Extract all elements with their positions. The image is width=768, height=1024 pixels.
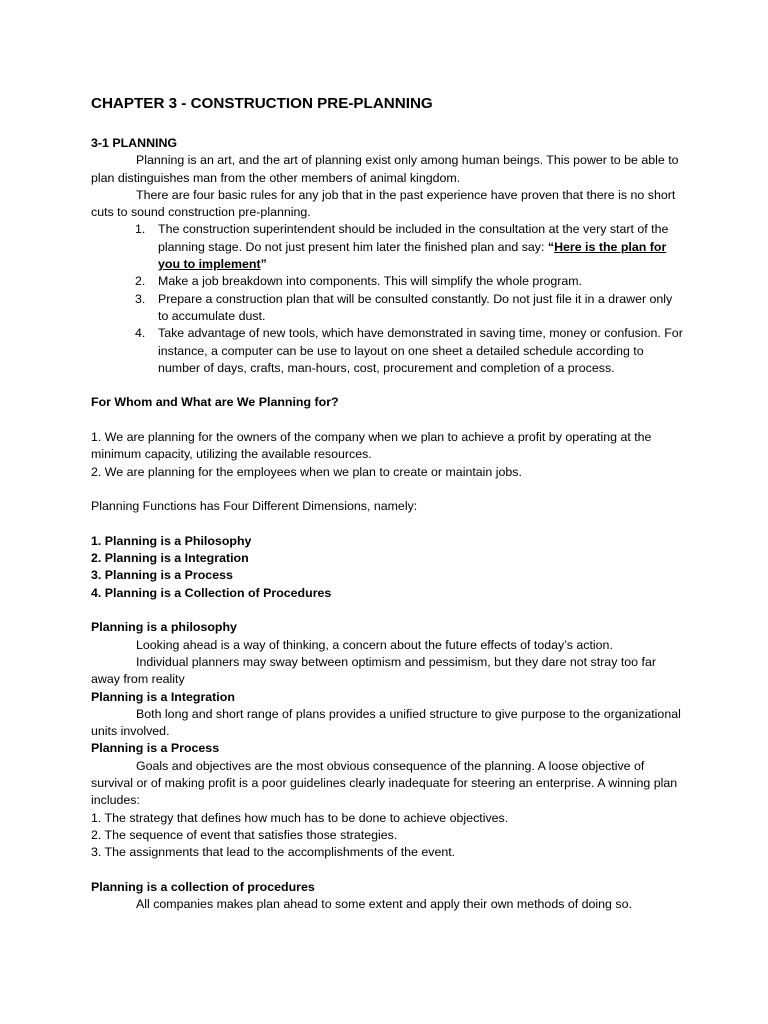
- spacer: [91, 516, 684, 533]
- philosophy-paragraph-2: Individual planners may sway between optimism and pessimism, but they dare not stray too far away from reality: [91, 654, 656, 687]
- spacer: [91, 481, 684, 498]
- rule-item-2: [135, 273, 684, 290]
- process-paragraph: Goals and objectives are the most obvious consequence of the planning. A loose objective of survival or of making profit is a poor guidelines clearly inadequate for steering an enterprise. A winning plan includes:: [91, 758, 678, 808]
- chapter-title: CHAPTER 3 - CONSTRUCTION PRE-PLANNING: [91, 95, 433, 112]
- integration-paragraph: Both long and short range of plans provides a unified structure to give purpose to the organizational units involved.: [91, 706, 681, 739]
- section-heading-3-1: 3-1 PLANNING: [91, 136, 178, 150]
- rule-number: 2.: [135, 274, 146, 289]
- process-item-3: 3. The assignments that lead to the accomplishments of the event.: [91, 845, 456, 860]
- spacer: [91, 602, 684, 619]
- for-whom-heading: For Whom and What are We Planning for?: [91, 395, 339, 410]
- dimensions-intro: Planning Functions has Four Different Dimensions, namely:: [91, 499, 418, 514]
- planning-rules-list: [91, 221, 684, 377]
- spacer: [91, 412, 684, 429]
- dimension-item-2: 2. Planning is a Integration: [91, 551, 249, 566]
- rule-item-1: [135, 221, 684, 273]
- spacer: [91, 861, 684, 878]
- rule-text: Take advantage of new tools, which have demonstrated in saving time, money or confusion. For instance, a computer can be use to layout on one sheet a detailed schedule according to number of days, crafts, man-hours, cost, procurement and completion of a process.: [158, 326, 683, 375]
- planning-paragraph-2: There are four basic rules for any job that in the past experience have proven that there is no short cuts to sound construction pre-planning.: [91, 187, 676, 220]
- process-item-2: 2. The sequence of event that satisfies those strategies.: [91, 827, 398, 842]
- rule-text: Prepare a construction plan that will be consulted constantly. Do not just file it in a drawer only to accumulate dust.: [158, 291, 673, 323]
- spacer: [91, 377, 684, 394]
- rule-text: The construction superintendent should be included in the consultation at the very start of the planning stage. Do not just present him later the finished plan and say:: [158, 222, 669, 254]
- rule-number: 1.: [135, 222, 146, 237]
- integration-heading: Planning is a Integration: [91, 689, 235, 704]
- rule-text: Make a job breakdown into components. This will simplify the whole program.: [158, 274, 583, 289]
- process-heading: Planning is a Process: [91, 741, 220, 756]
- rule-number: 3.: [135, 291, 146, 306]
- dimension-item-1: 1. Planning is a Philosophy: [91, 533, 252, 548]
- rule-item-4: [135, 325, 684, 377]
- procedures-paragraph: All companies makes plan ahead to some extent and apply their own methods of doing so.: [136, 897, 632, 912]
- dimension-item-4: 4. Planning is a Collection of Procedures: [91, 585, 332, 600]
- dimension-item-3: 3. Planning is a Process: [91, 568, 233, 583]
- rule-number: 4.: [135, 326, 146, 341]
- philosophy-heading: Planning is a philosophy: [91, 620, 237, 635]
- process-item-1: 1. The strategy that defines how much has to be done to achieve objectives.: [91, 810, 509, 825]
- for-whom-item-2: 2. We are planning for the employees when we plan to create or maintain jobs.: [91, 464, 522, 479]
- quote-close-mark: ”: [260, 257, 267, 272]
- quote-open-mark: “: [547, 239, 555, 254]
- procedures-heading: Planning is a collection of procedures: [91, 879, 315, 894]
- planning-paragraph-1: Planning is an art, and the art of planning exist only among human beings. This power to be able to plan distinguishes man from the other members of animal kingdom.: [91, 153, 679, 185]
- rule-item-3: [135, 291, 684, 326]
- for-whom-item-1: 1. We are planning for the owners of the company when we plan to achieve a profit by operating at the minimum capacity, utilizing the available resources.: [91, 430, 652, 462]
- philosophy-paragraph-1: Looking ahead is a way of thinking, a concern about the future effects of today’s action.: [136, 637, 613, 652]
- underlined-quote: Here is the plan for you to implement: [158, 239, 667, 272]
